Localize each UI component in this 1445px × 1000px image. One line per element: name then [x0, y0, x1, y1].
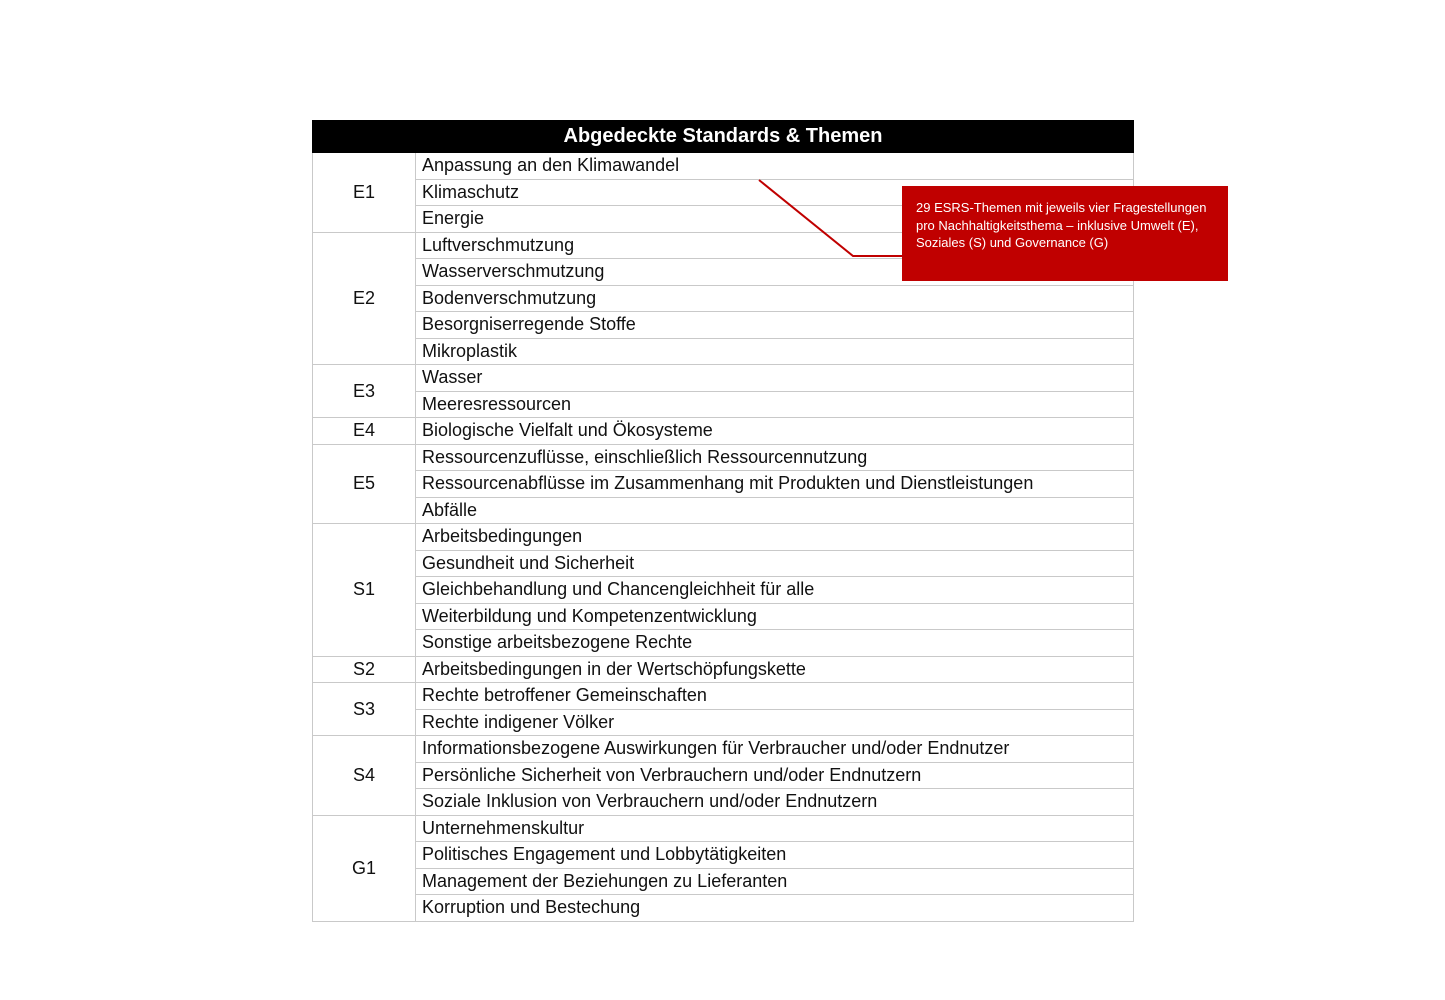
- standard-code: S2: [313, 656, 416, 683]
- table-row: [313, 577, 1134, 604]
- topic-cell: Anpassung an den Klimawandel: [416, 153, 1134, 180]
- topic-cell: Biologische Vielfalt und Ökosysteme: [416, 418, 1134, 445]
- topic-cell: Sonstige arbeitsbezogene Rechte: [416, 630, 1134, 657]
- topic-cell: Unternehmenskultur: [416, 815, 1134, 842]
- topic-cell: Rechte betroffener Gemeinschaften: [416, 683, 1134, 710]
- topic-cell: Management der Beziehungen zu Lieferanten: [416, 868, 1134, 895]
- table-row: [313, 497, 1134, 524]
- topic-cell: Meeresressourcen: [416, 391, 1134, 418]
- table-row: [313, 868, 1134, 895]
- topic-cell: Arbeitsbedingungen: [416, 524, 1134, 551]
- topic-cell: Soziale Inklusion von Verbrauchern und/oder Endnutzern: [416, 789, 1134, 816]
- topic-cell: Politisches Engagement und Lobbytätigkeiten: [416, 842, 1134, 869]
- topic-cell: Bodenverschmutzung: [416, 285, 1134, 312]
- standard-code: E2: [313, 232, 416, 365]
- topic-cell: Persönliche Sicherheit von Verbrauchern und/oder Endnutzern: [416, 762, 1134, 789]
- table-row: [313, 630, 1134, 657]
- table-row: [313, 789, 1134, 816]
- table-row: [313, 603, 1134, 630]
- topic-cell: Wasser: [416, 365, 1134, 392]
- table-row: [313, 895, 1134, 922]
- standard-code: E5: [313, 444, 416, 524]
- topic-cell: Arbeitsbedingungen in der Wertschöpfungskette: [416, 656, 1134, 683]
- standard-code: E1: [313, 153, 416, 233]
- standard-code: G1: [313, 815, 416, 921]
- topic-cell: Ressourcenzuflüsse, einschließlich Ressourcennutzung: [416, 444, 1134, 471]
- table-row: [313, 524, 1134, 551]
- table-row: [313, 153, 1134, 180]
- standard-code: S1: [313, 524, 416, 657]
- callout-box: [902, 186, 1228, 281]
- topic-cell: Besorgniserregende Stoffe: [416, 312, 1134, 339]
- table-title: Abgedeckte Standards & Themen: [313, 121, 1134, 153]
- topic-cell: Mikroplastik: [416, 338, 1134, 365]
- topic-cell: Wasserverschmutzung: [416, 259, 1134, 286]
- table-row: [313, 312, 1134, 339]
- topic-cell: Energie: [416, 206, 1134, 233]
- table-row: [313, 656, 1134, 683]
- topic-cell: Weiterbildung und Kompetenzentwicklung: [416, 603, 1134, 630]
- table-row: [313, 391, 1134, 418]
- table-row: [313, 365, 1134, 392]
- table-row: [313, 683, 1134, 710]
- topic-cell: Klimaschutz: [416, 179, 1134, 206]
- table-row: [313, 815, 1134, 842]
- table-row: [313, 550, 1134, 577]
- standard-code: E4: [313, 418, 416, 445]
- topic-cell: Gesundheit und Sicherheit: [416, 550, 1134, 577]
- table-row: [313, 842, 1134, 869]
- topic-cell: Gleichbehandlung und Chancengleichheit für alle: [416, 577, 1134, 604]
- table-row: [313, 709, 1134, 736]
- table-row: [313, 471, 1134, 498]
- table-row: [313, 444, 1134, 471]
- topic-cell: Abfälle: [416, 497, 1134, 524]
- topic-cell: Korruption und Bestechung: [416, 895, 1134, 922]
- topic-cell: Ressourcenabflüsse im Zusammenhang mit Produkten und Dienstleistungen: [416, 471, 1134, 498]
- table-row: [313, 338, 1134, 365]
- topic-cell: Rechte indigener Völker: [416, 709, 1134, 736]
- standard-code: S4: [313, 736, 416, 816]
- table-row: [313, 418, 1134, 445]
- table-row: [313, 736, 1134, 763]
- callout-text: 29 ESRS-Themen mit jeweils vier Fragestellungen pro Nachhaltigkeitsthema – inklusive Umwelt (E), Soziales (S) und Governance (G): [916, 200, 1207, 250]
- standard-code: E3: [313, 365, 416, 418]
- topic-cell: Informationsbezogene Auswirkungen für Verbraucher und/oder Endnutzer: [416, 736, 1134, 763]
- table-row: [313, 285, 1134, 312]
- standard-code: S3: [313, 683, 416, 736]
- table-row: [313, 762, 1134, 789]
- topic-cell: Luftverschmutzung: [416, 232, 1134, 259]
